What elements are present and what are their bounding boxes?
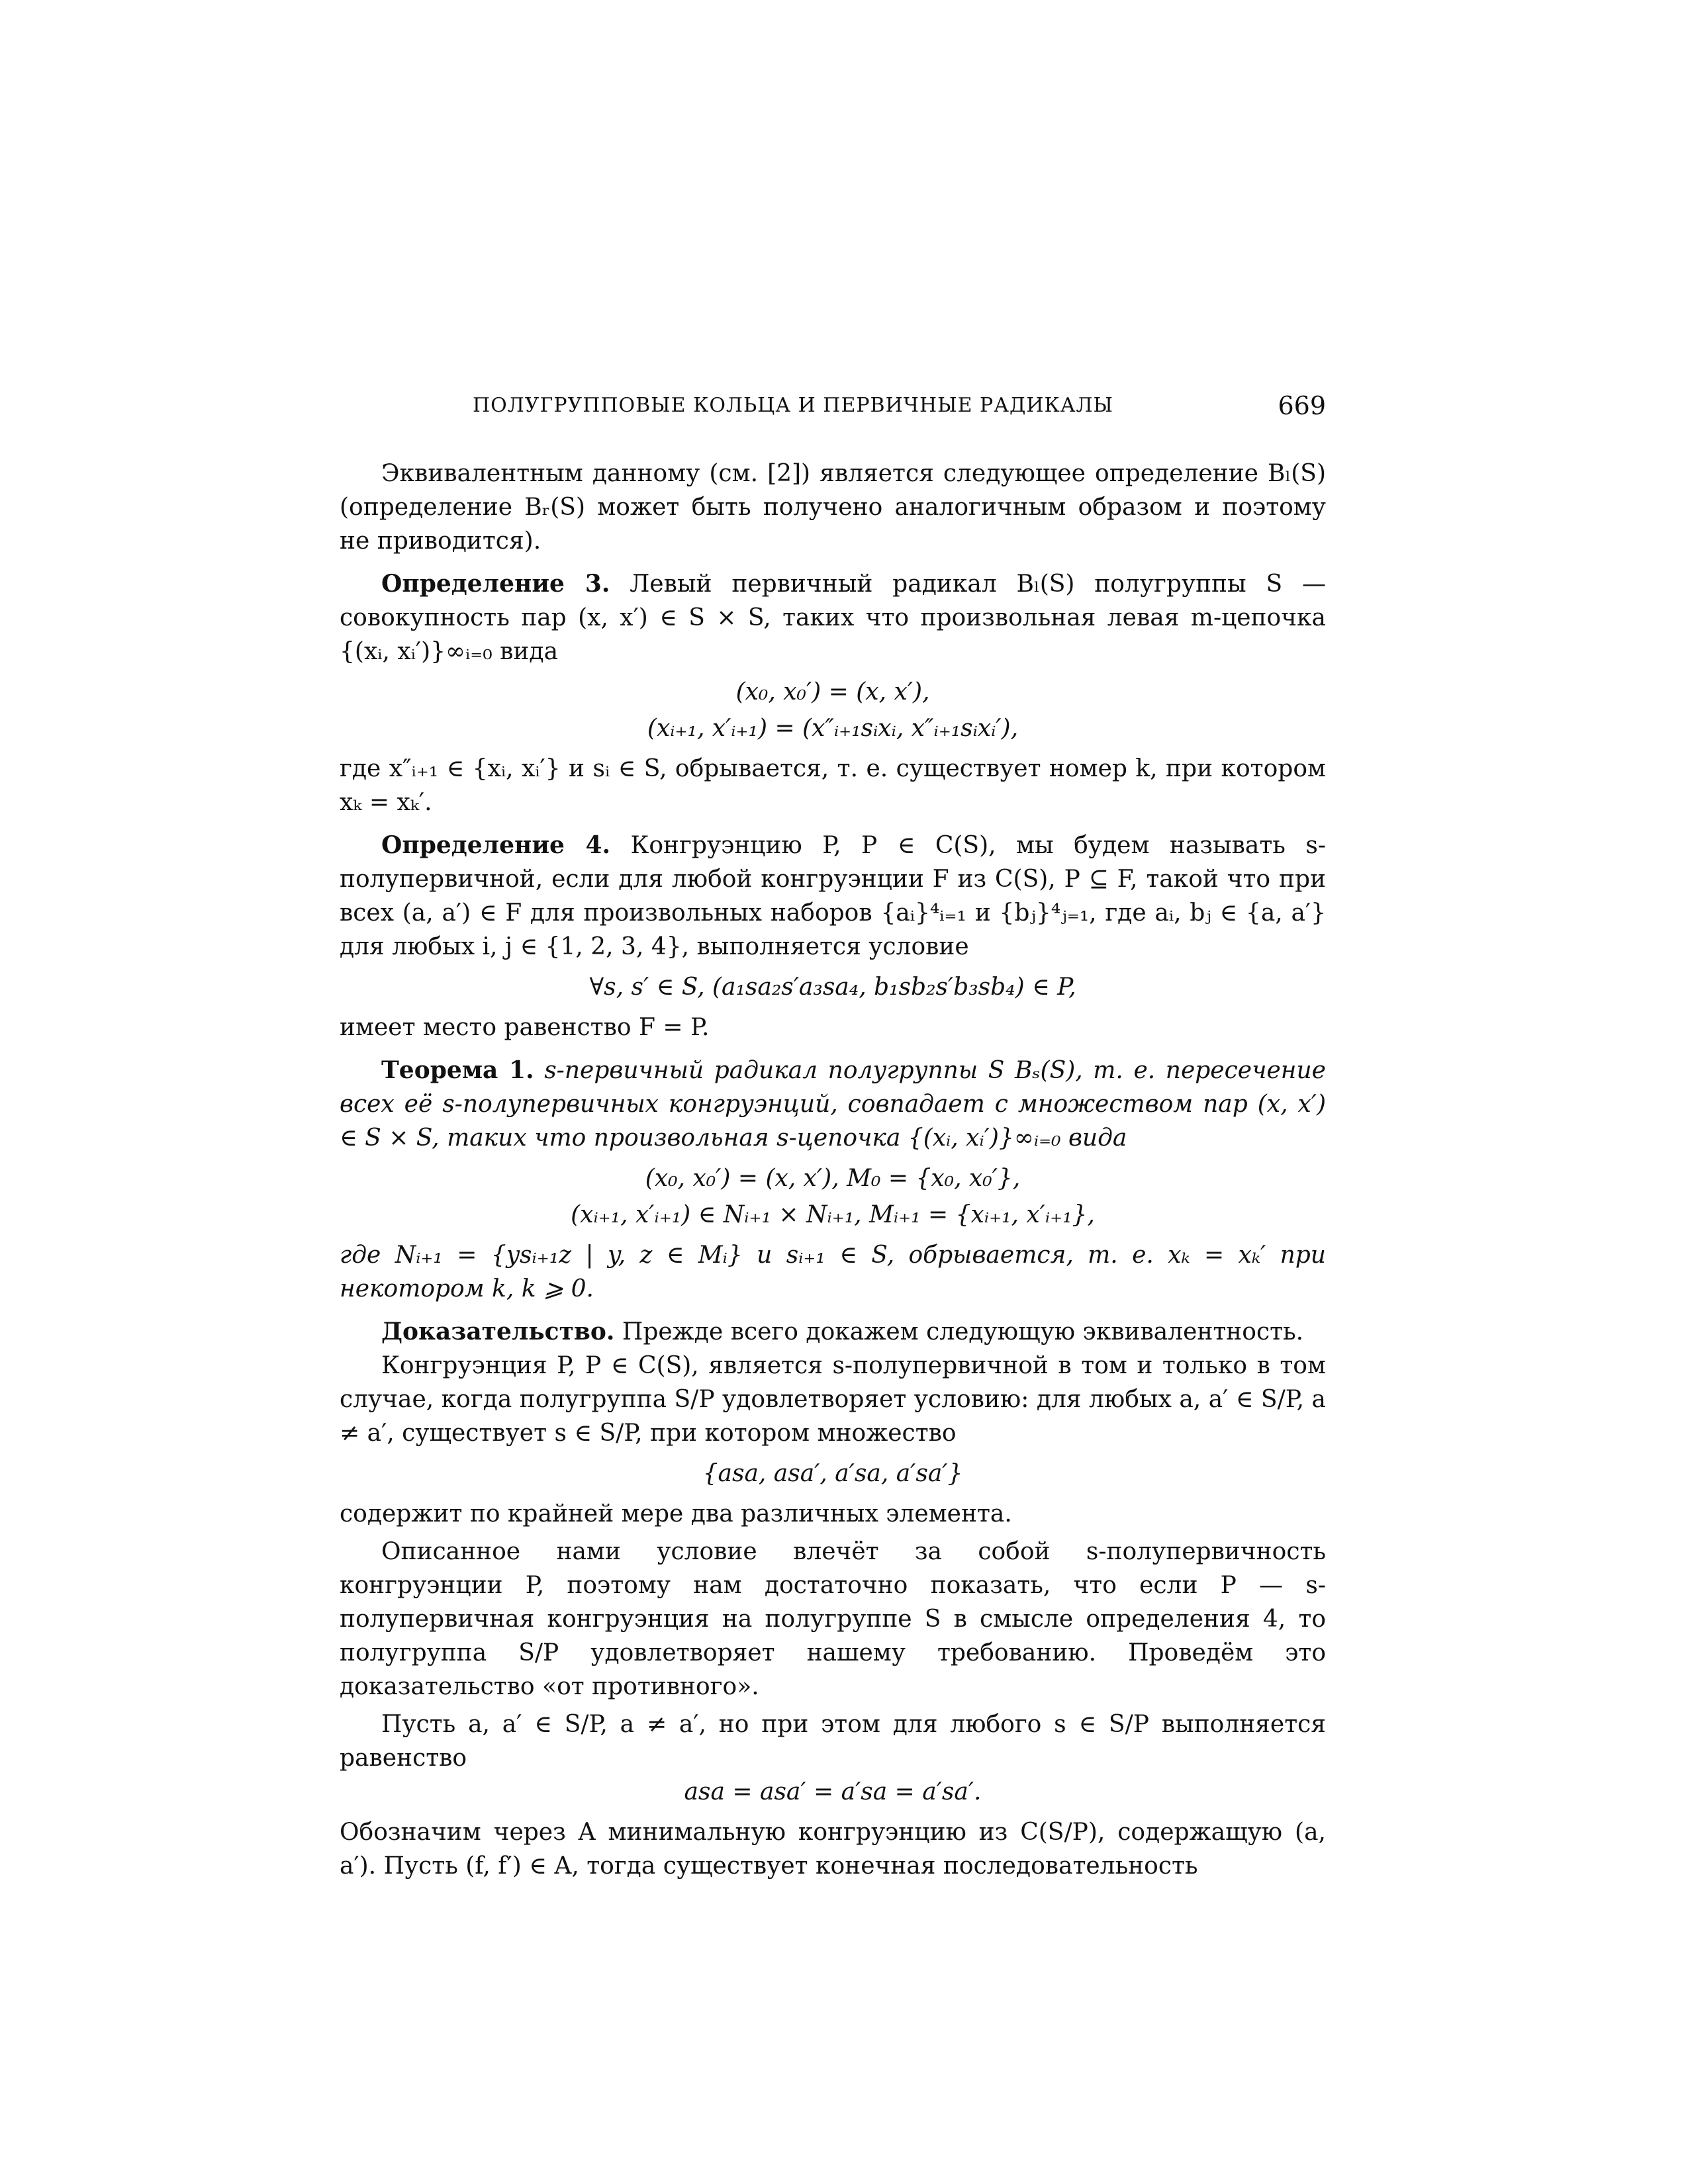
proof-paragraph-2: Конгруэнция P, P ∈ C(S), является s-полупервичной в том и только в том случае, когда полугруппа S/P удовлетворяет условию: для любых a, a′ ∈ S/P, a ≠ a′, существует s ∈ S/P, при котором множество [340,1352,1326,1447]
text-column [340,457,1326,1883]
running-title: ПОЛУГРУППОВЫЕ КОЛЬЦА И ПЕРВИЧНЫЕ РАДИКАЛЫ [473,394,1113,417]
definition-4-after: имеет место равенство F = P. [340,1014,710,1041]
proof-paragraph-6: Обозначим через A минимальную конгруэнцию из C(S/P), содержащую (a, a′). Пусть (f, f′) ∈ A, тогда существует конечная последовательность [340,1819,1326,1880]
theorem-1-formula-1: (x₀, x₀′) = (x, x′), M₀ = {x₀, x₀′}, [645,1165,1021,1192]
theorem-1-label: Теорема 1. [381,1056,534,1084]
definition-4-text: Конгруэнцию P, P ∈ C(S), мы будем называть s-полупервичной, если для любой конгруэнции F из C(S), P ⊆ F, такой что при всех (a, a′) ∈ F для произвольных наборов {aᵢ}⁴ᵢ₌₁ и {bⱼ}⁴ⱼ₌₁, где aᵢ, bⱼ ∈ {a, a′} для любых i, j ∈ {1, 2, 3, 4}, выполняется условие [340,832,1326,960]
theorem-1-text: s-первичный радикал полугруппы S Bₛ(S), т. е. пересечение всех её s-полупервичных конгруэнций, совпадает с множеством пар (x, x′) ∈ S × S, таких что произвольная s-цепочка {(xᵢ, xᵢ′)}∞ᵢ₌₀ вида [340,1057,1326,1152]
definition-4-formula: ∀s, s′ ∈ S, (a₁sa₂s′a₃sa₄, b₁sb₂s′b₃sb₄) ∈ P, [589,974,1076,1001]
intro-paragraph: Эквивалентным данному (см. [2]) является следующее определение Bₗ(S) (определение Bᵣ(S) может быть получено аналогичным образом и поэтому не приводится). [340,460,1326,555]
proof-formula-1: {asa, asa′, a′sa, a′sa′} [702,1460,963,1487]
definition-4 [340,829,1326,964]
theorem-1 [340,1054,1326,1155]
theorem-1-formula-2: (xᵢ₊₁, x′ᵢ₊₁) ∈ Nᵢ₊₁ × Nᵢ₊₁, Mᵢ₊₁ = {xᵢ₊₁, x′ᵢ₊₁}, [571,1201,1095,1228]
definition-3-text: Левый первичный радикал Bₗ(S) полугруппы S — совокупность пар (x, x′) ∈ S × S, таких что произвольная левая m-цепочка {(xᵢ, xᵢ′)}∞ᵢ₌₀ вида [340,570,1326,665]
definition-3-formula-1: (x₀, x₀′) = (x, x′), [735,678,930,705]
proof-paragraph-3: содержит по крайней мере два различных элемента. [340,1500,1012,1527]
proof-formula-2: asa = asa′ = a′sa = a′sa′. [684,1778,982,1805]
proof-paragraph-5: Пусть a, a′ ∈ S/P, a ≠ a′, но при этом для любого s ∈ S/P выполняется равенство [340,1711,1326,1772]
definition-3-formula-2: (xᵢ₊₁, x′ᵢ₊₁) = (x″ᵢ₊₁sᵢxᵢ, x″ᵢ₊₁sᵢxᵢ′), [647,715,1019,742]
proof-label: Доказательство. [381,1318,615,1345]
proof-paragraph-4: Описанное нами условие влечёт за собой s-полупервичность конгруэнции P, поэтому нам достаточно показать, что если P — s-полупервичная конгруэнция на полугруппе S в смысле определения 4, то полугруппа S/P удовлетворяет нашему требованию. Проведём это доказательство «от противного». [340,1538,1326,1700]
proof-text: Прежде всего докажем следующую эквивалентность. [622,1318,1304,1345]
definition-3-after: где x″ᵢ₊₁ ∈ {xᵢ, xᵢ′} и sᵢ ∈ S, обрывается, т. е. существует номер k, при котором xₖ = xₖ′. [340,755,1326,816]
definition-3 [340,567,1326,668]
theorem-1-after: где Nᵢ₊₁ = {ysᵢ₊₁z | y, z ∈ Mᵢ} и sᵢ₊₁ ∈ S, обрывается, т. е. xₖ = xₖ′ при некотором k, k ⩾ 0. [340,1242,1326,1302]
definition-3-label: Определение 3. [381,570,610,598]
definition-4-label: Определение 4. [381,831,611,859]
page-number: 669 [1278,391,1326,420]
proof [340,1315,1326,1349]
running-header [340,386,1326,426]
